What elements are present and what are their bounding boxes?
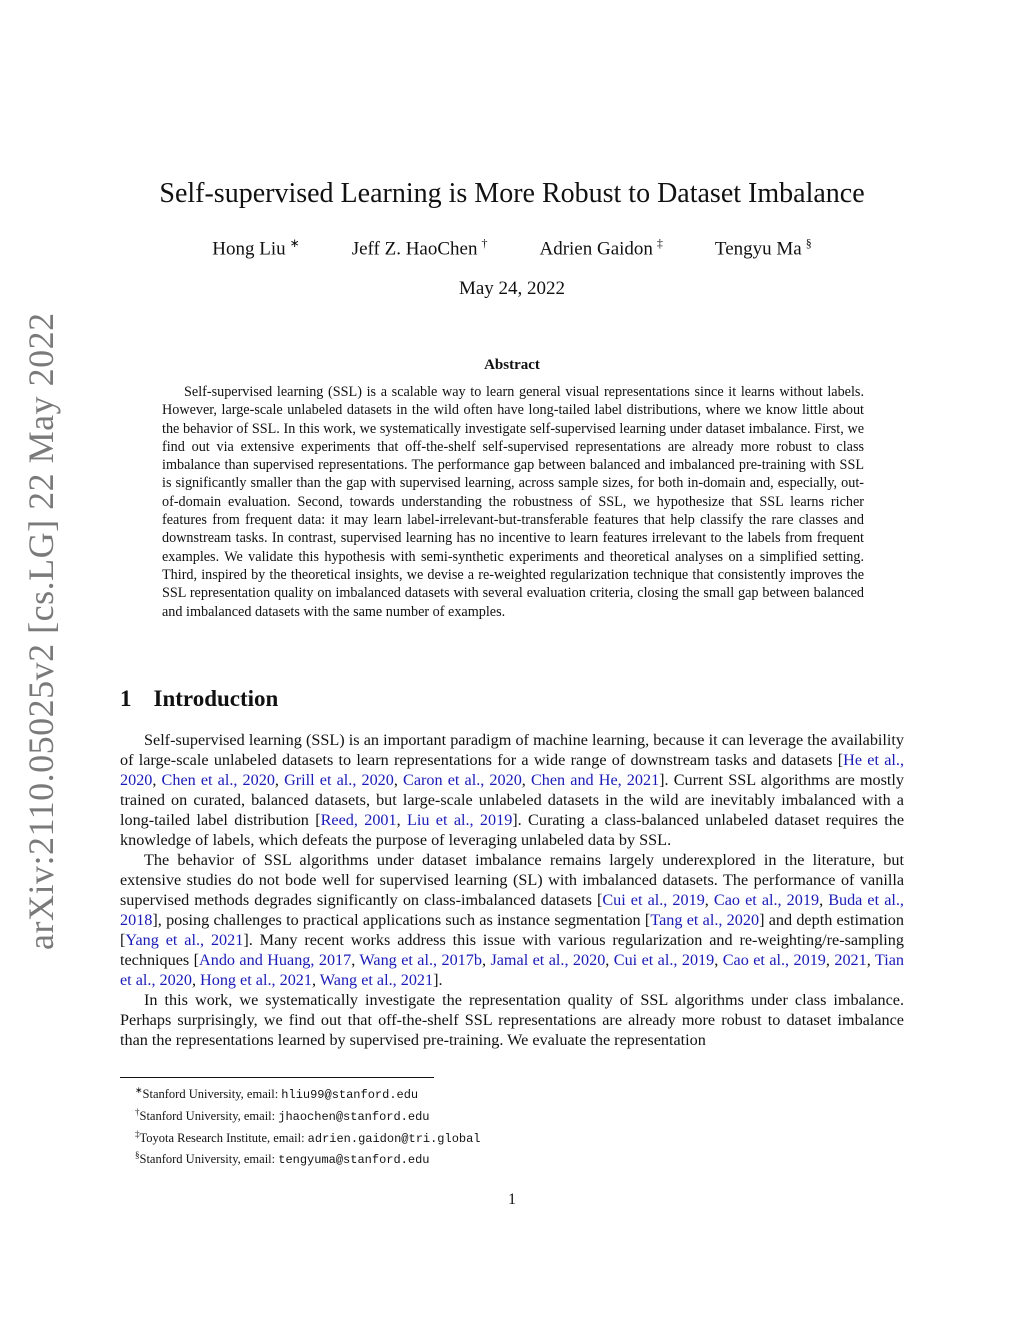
abstract-text: Self-supervised learning (SSL) is a scalable way to learn general visual representations since it learns without labels. However, large-scale unlabeled datasets in the wild often have long-tailed label distributions, where we know little about the behavior of SSL. In this work, we systematically investigate self-supervised learning under dataset imbalance. First, we find out via extensive experiments that off-the-shelf self-supervised representations are already more robust to class imbalance than supervised representations. The performance gap between balanced and imbalanced pre-training with SSL is significantly smaller than the gap with supervised learning, across sample sizes, for both in-domain and, especially, out-of-domain evaluation. Second, towards understanding the robustness of SSL, we hypothesize that SSL learns richer features from frequent data: it may learn label-irrelevant-but-transferable features that help classify the rare classes and downstream tasks. In contrast, supervised learning has no incentive to learn features irrelevant to the labels from frequent examples. We validate this hypothesis with semi-synthetic experiments and theoretical analyses on a simplified setting. Third, inspired by the theoretical insights, we devise a re-weighted regularization technique that consistently improves the SSL representation quality on imbalanced datasets with several evaluation criteria, closing the small gap between balanced and imbalanced datasets with the same number of examples. bbox=[162, 384, 864, 620]
citation-link[interactable]: Cui et al., 2019 bbox=[613, 951, 715, 969]
intro-paragraph bbox=[120, 850, 904, 990]
paragraph-text: , bbox=[396, 811, 407, 829]
paragraph-text: , bbox=[152, 771, 162, 789]
citation-link[interactable]: Chen and He, 2021 bbox=[530, 771, 660, 789]
footnote bbox=[135, 1126, 481, 1148]
paragraph-text: , bbox=[393, 771, 404, 789]
paragraph-text: , bbox=[866, 951, 875, 969]
author-name: Adrien Gaidon bbox=[539, 238, 653, 260]
paragraph-text: ], posing challenges to practical applications such as instance segmentation [ bbox=[152, 911, 651, 929]
citation-link[interactable]: Wang et al., 2021 bbox=[319, 971, 434, 989]
paragraph-text: , bbox=[704, 891, 714, 909]
paragraph-text: The behavior of SSL algorithms under dataset imbalance remains largely underexplored in the literature, but extensive studies do not bode well for supervised learning (SL) with imbalanced datasets. The performance of vanilla supervised methods degrades significantly on class-imbalanced datasets [ bbox=[120, 851, 904, 909]
footnote-text: Stanford University, email: bbox=[139, 1152, 279, 1167]
citation-link[interactable]: Hong et al., 2021 bbox=[200, 971, 312, 989]
citation-link[interactable]: Reed, 2001 bbox=[320, 811, 397, 829]
paragraph-text: ]. Current SSL algorithms are mostly trained on curated, balanced datasets, but large-scale unlabeled datasets in the wild are inevitably imbalanced with a long-tailed label distribution [ bbox=[120, 771, 905, 829]
paragraph-text: ]. Curating a class-balanced unlabeled dataset requires the knowledge of labels, which defeats the purpose of leveraging unlabeled data by SSL. bbox=[120, 811, 905, 849]
footnote-text: Stanford University, email: bbox=[139, 1108, 279, 1123]
footnote-email[interactable]: hliu99@stanford.edu bbox=[281, 1088, 419, 1103]
footnote-email[interactable]: jhaochen@stanford.edu bbox=[278, 1109, 430, 1124]
author-name: Hong Liu bbox=[212, 238, 286, 260]
citation-link[interactable]: Yang et al., 2021 bbox=[125, 931, 244, 949]
section-title: Introduction bbox=[153, 686, 279, 711]
author-mark: † bbox=[481, 236, 488, 250]
citation-link[interactable]: Cui et al., 2019 bbox=[602, 891, 705, 909]
paragraph-text: , bbox=[825, 951, 835, 969]
footnote bbox=[135, 1104, 481, 1126]
paragraph-text: ]. Many recent works address this issue with various regularization and re-weighting/re-sampling techniques [ bbox=[120, 931, 904, 969]
author-mark: ∗ bbox=[289, 236, 300, 250]
paragraph-text: , bbox=[351, 951, 360, 969]
paragraph-text: In this work, we systematically investigate the representation quality of SSL algorithms under class imbalance. Perhaps surprisingly, we find out that off-the-shelf SSL representations are already more robust to dataset imbalance than the representations learned by supervised pre-training. We evaluate the representation bbox=[120, 991, 904, 1049]
citation-link[interactable]: Grill et al., 2020 bbox=[284, 771, 394, 789]
footnote bbox=[135, 1147, 481, 1169]
footnote-text: Toyota Research Institute, email: bbox=[139, 1130, 308, 1145]
author bbox=[715, 236, 812, 260]
author-name: Jeff Z. HaoChen bbox=[351, 238, 478, 260]
citation-link[interactable]: Tian et al., 2020 bbox=[120, 951, 905, 989]
citation-link[interactable]: Liu et al., 2019 bbox=[407, 811, 513, 829]
introduction-body bbox=[120, 730, 904, 1050]
citation-link[interactable]: Tang et al., 2020 bbox=[650, 911, 760, 929]
footnote bbox=[135, 1082, 481, 1104]
paper-title: Self-supervised Learning is More Robust to Dataset Imbalance bbox=[159, 178, 865, 209]
paragraph-text: ]. bbox=[433, 971, 443, 989]
citation-link[interactable]: Ando and Huang, 2017 bbox=[199, 951, 352, 969]
citation-link[interactable]: Cao et al., 2019 bbox=[713, 891, 820, 909]
section-number: 1 bbox=[120, 686, 132, 711]
citation-link[interactable]: Jamal et al., 2020 bbox=[490, 951, 606, 969]
paragraph-text: , bbox=[191, 971, 201, 989]
footnote-email[interactable]: tengyuma@stanford.edu bbox=[278, 1153, 430, 1168]
footnote-mark: § bbox=[135, 1150, 140, 1161]
footnote-mark: ∗ bbox=[135, 1085, 143, 1095]
footnote-mark: ‡ bbox=[135, 1128, 140, 1139]
author-list bbox=[0, 236, 1024, 260]
intro-paragraph bbox=[120, 990, 904, 1050]
footnote-text: Stanford University, email: bbox=[142, 1087, 282, 1102]
author-mark: § bbox=[805, 236, 812, 250]
citation-link[interactable]: He et al., 2020 bbox=[120, 751, 904, 789]
paragraph-text: , bbox=[605, 951, 614, 969]
citation-link[interactable]: Chen et al., 2020 bbox=[161, 771, 275, 789]
citation-link[interactable]: 2021 bbox=[834, 951, 867, 969]
paragraph-text: , bbox=[521, 771, 531, 789]
paragraph-text: ] and depth estimation [ bbox=[120, 911, 904, 949]
section-heading bbox=[120, 686, 278, 712]
footnote-mark: † bbox=[135, 1106, 140, 1117]
citation-link[interactable]: Caron et al., 2020 bbox=[403, 771, 522, 789]
intro-paragraph bbox=[120, 730, 904, 850]
paper-date: May 24, 2022 bbox=[458, 278, 566, 299]
paragraph-text: , bbox=[274, 771, 285, 789]
paragraph-text: , bbox=[819, 891, 829, 909]
author bbox=[352, 236, 488, 260]
footnotes bbox=[135, 1082, 481, 1169]
citation-link[interactable]: Buda et al., 2018 bbox=[120, 891, 904, 929]
paragraph-text: , bbox=[714, 951, 723, 969]
footnote-rule bbox=[120, 1077, 434, 1078]
author-name: Tengyu Ma bbox=[714, 238, 802, 260]
arxiv-stamp: arXiv:2110.05025v2 [cs.LG] 22 May 2022 bbox=[21, 312, 61, 950]
paragraph-text: , bbox=[311, 971, 320, 989]
paragraph-text: , bbox=[481, 951, 491, 969]
page-number: 1 bbox=[508, 1191, 516, 1208]
author bbox=[212, 236, 299, 260]
abstract-heading: Abstract bbox=[484, 357, 540, 373]
citation-link[interactable]: Cao et al., 2019 bbox=[722, 951, 826, 969]
footnote-email[interactable]: adrien.gaidon@tri.global bbox=[307, 1131, 481, 1146]
author bbox=[539, 236, 662, 260]
author-mark: ‡ bbox=[656, 236, 663, 250]
citation-link[interactable]: Wang et al., 2017b bbox=[359, 951, 482, 969]
paragraph-text: Self-supervised learning (SSL) is an important paradigm of machine learning, because it can leverage the availability of large-scale unlabeled datasets to learn representations for a wide range of downstream tasks and datasets [ bbox=[120, 731, 904, 769]
